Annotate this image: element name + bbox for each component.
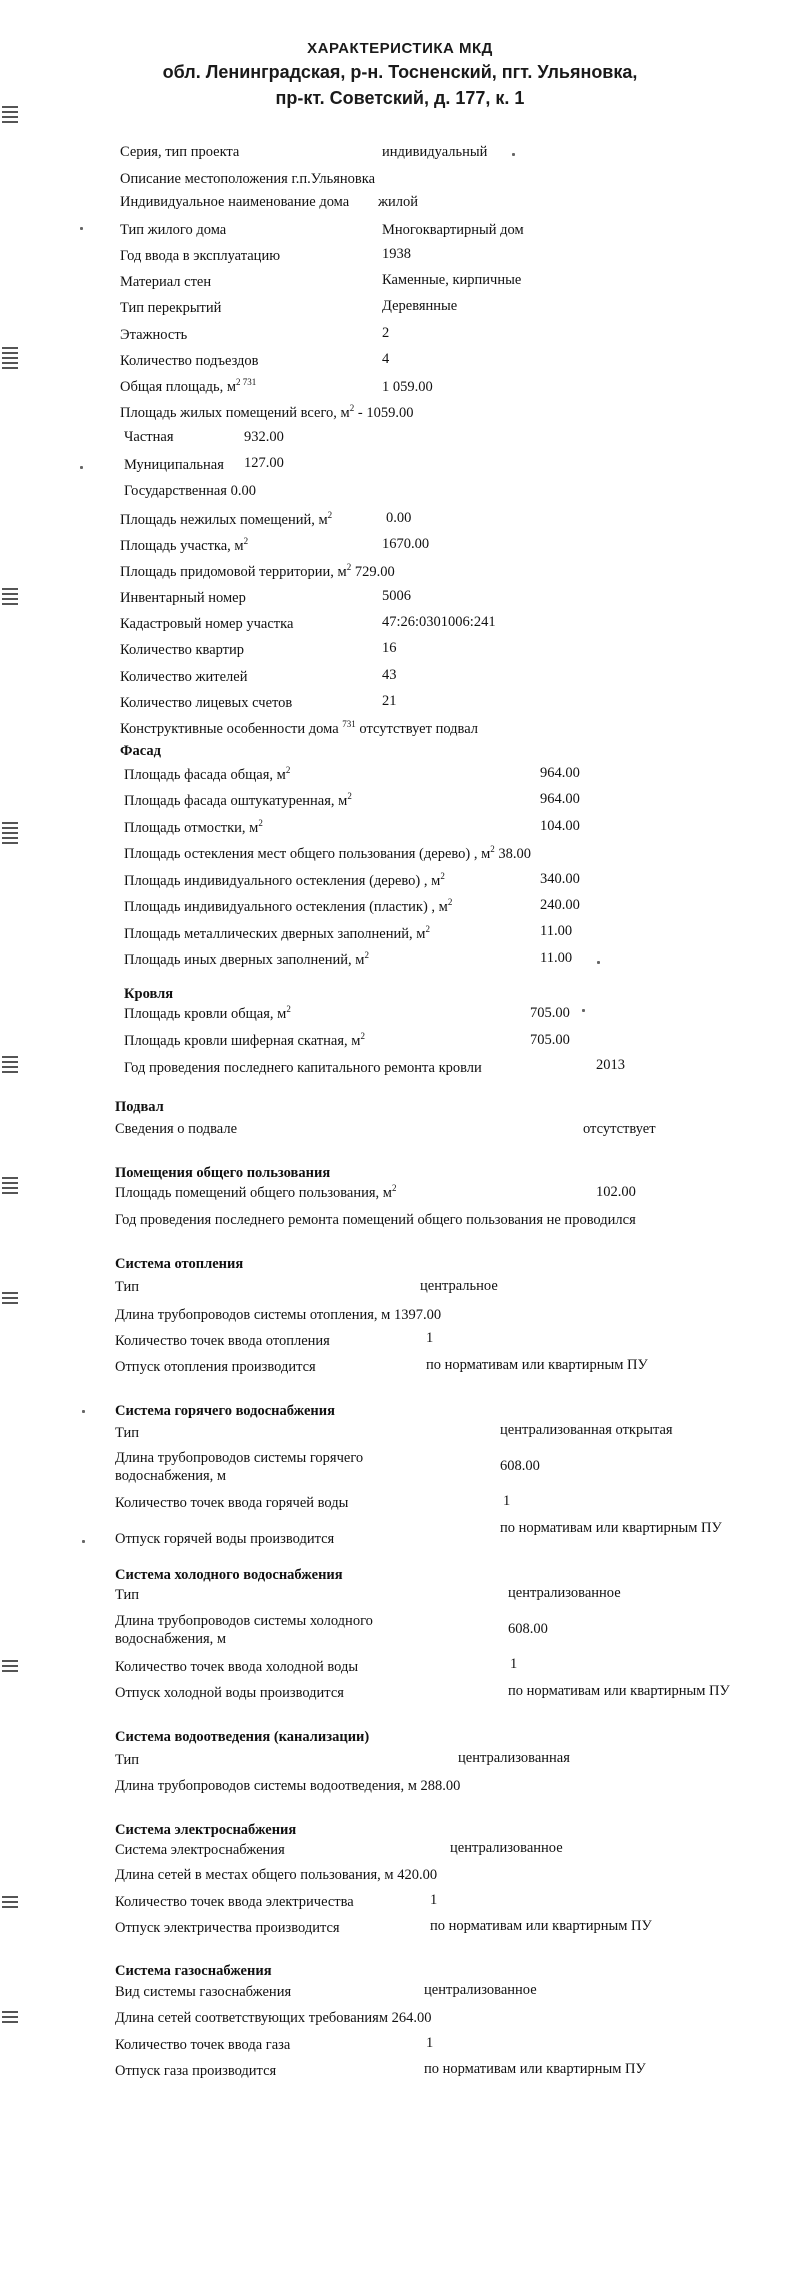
- roof-title: Кровля: [124, 986, 174, 1002]
- address-line-1: обл. Ленинградская, р-н. Тосненский, пгт. Ульяновка,: [162, 62, 638, 82]
- cold-water-points-label: Количество точек ввода холодной воды: [115, 1659, 359, 1675]
- nonliving-label: Площадь нежилых помещений, $м^2$: [120, 510, 333, 528]
- scan-mark: [2, 1660, 18, 1675]
- plot-value: 1670.00: [382, 536, 430, 552]
- facade-total-value: 964.00: [540, 765, 580, 781]
- electric-points-value: 1: [430, 1892, 438, 1908]
- hot-water-points-value: 1: [503, 1493, 511, 1509]
- roof-total-value: 705.00: [530, 1005, 570, 1021]
- gas-type-label: Вид системы газоснабжения: [115, 1984, 292, 2000]
- scan-mark: [2, 1292, 18, 1307]
- series-value: индивидуальный: [382, 144, 488, 160]
- year-label: Год ввода в эксплуатацию: [120, 248, 281, 264]
- facade-plastered-value: 964.00: [540, 791, 580, 807]
- house-type-value: Многоквартирный дом: [382, 222, 524, 238]
- gas-length-label: Длина сетей соответствующих требованиям 264.00: [115, 2010, 432, 2026]
- scan-mark: [2, 822, 18, 847]
- gas-supply-value: по нормативам или квартирным ПУ: [424, 2061, 646, 2077]
- cadastral-value: 47:26:0301006:241: [382, 614, 496, 630]
- scan-mark: [2, 1896, 18, 1911]
- state-label: Государственная 0.00: [124, 483, 256, 499]
- municipal-label: Муниципальная: [124, 457, 224, 473]
- scan-dot: [80, 466, 83, 469]
- cold-water-type-value: централизованное: [508, 1585, 621, 1601]
- residents-label: Количество жителей: [120, 669, 248, 685]
- common-area-label: Площадь помещений общего пользования, $м^2$: [115, 1183, 397, 1201]
- glazing-ind-plastic-value: 240.00: [540, 897, 580, 913]
- year-value: 1938: [382, 246, 411, 262]
- inventory-value: 5006: [382, 588, 411, 604]
- other-doors-value: 11.00: [540, 950, 573, 966]
- scan-mark: [2, 2011, 18, 2026]
- hot-water-type-label: Тип: [115, 1425, 140, 1441]
- walls-value: Каменные, кирпичные: [382, 272, 522, 288]
- hot-water-supply-label: Отпуск горячей воды производится: [115, 1531, 335, 1547]
- apartments-label: Количество квартир: [120, 642, 245, 658]
- heating-points-value: 1: [426, 1330, 434, 1346]
- private-label: Частная: [124, 429, 174, 445]
- roof-slate-value: 705.00: [530, 1032, 570, 1048]
- roof-slate-label: Площадь кровли шиферная скатная, $м^2$: [124, 1031, 365, 1049]
- address-line-2: пр-кт. Советский, д. 177, к. 1: [275, 88, 525, 108]
- heating-length-label: Длина трубопроводов системы отопления, м 1397.00: [115, 1307, 442, 1323]
- scan-mark: [2, 347, 18, 372]
- glazing-ind-wood-label: Площадь индивидуального остекления (дерево) , $м^2$: [124, 871, 445, 889]
- name-label: Индивидуальное наименование дома: [120, 194, 350, 210]
- scan-dot: [512, 153, 515, 156]
- scan-mark: [2, 1056, 18, 1076]
- living-area-label: Площадь жилых помещений всего, $м^2 - 1059.00$: [120, 403, 414, 421]
- scan-dot: [82, 1540, 85, 1543]
- cold-water-supply-label: Отпуск холодной воды производится: [115, 1685, 344, 1701]
- municipal-value: 127.00: [244, 455, 284, 471]
- cold-water-title: Система холодного водоснабжения: [115, 1567, 343, 1583]
- scan-mark: [2, 588, 18, 608]
- gas-supply-label: Отпуск газа производится: [115, 2063, 277, 2079]
- glazing-ind-plastic-label: Площадь индивидуального остекления (пластик) , $м^2$: [124, 897, 453, 915]
- cadastral-label: Кадастровый номер участка: [120, 616, 294, 632]
- total-area-label: Общая площадь, $м^{2 731}$: [120, 377, 257, 395]
- electric-title: Система электроснабжения: [115, 1822, 297, 1838]
- sewer-length-label: Длина трубопроводов системы водоотведения, м 288.00: [115, 1778, 461, 1794]
- metal-doors-value: 11.00: [540, 923, 573, 939]
- scan-dot: [597, 961, 600, 964]
- electric-supply-value: по нормативам или квартирным ПУ: [430, 1918, 652, 1934]
- location-label: Описание местоположения г.п.Ульяновка: [120, 171, 376, 187]
- scan-mark: [2, 1177, 18, 1197]
- hot-water-points-label: Количество точек ввода горячей воды: [115, 1495, 349, 1511]
- floors-type-label: Тип перекрытий: [120, 300, 222, 316]
- facade-title: Фасад: [120, 743, 161, 759]
- hot-water-type-value: централизованная открытая: [500, 1422, 673, 1438]
- cold-water-points-value: 1: [510, 1656, 518, 1672]
- roof-total-label: Площадь кровли общая, $м^2$: [124, 1004, 291, 1022]
- basement-info-label: Сведения о подвале: [115, 1121, 238, 1137]
- common-repair-label: Год проведения последнего ремонта помещений общего пользования не проводился: [115, 1212, 636, 1228]
- cold-water-supply-value: по нормативам или квартирным ПУ: [508, 1683, 730, 1699]
- other-doors-label: Площадь иных дверных заполнений, $м^2$: [124, 950, 369, 968]
- entrances-value: 4: [382, 351, 390, 367]
- scan-dot: [82, 1410, 85, 1413]
- scan-mark: [2, 106, 18, 126]
- storeys-value: 2: [382, 325, 390, 341]
- cold-water-length-value: 608.00: [508, 1621, 548, 1637]
- apartments-value: 16: [382, 640, 397, 656]
- features-label: Конструктивные особенности дома $^{731}$ отсутствует подвал: [120, 719, 478, 737]
- common-area-value: 102.00: [596, 1184, 636, 1200]
- gas-points-value: 1: [426, 2035, 434, 2051]
- entrances-label: Количество подъездов: [120, 353, 259, 369]
- heating-title: Система отопления: [115, 1256, 244, 1272]
- glazing-common-label: Площадь остекления мест общего пользования (дерево) , $м^2$ 38.00: [124, 844, 532, 862]
- hot-water-supply-value: по нормативам или квартирным ПУ: [500, 1520, 722, 1536]
- electric-points-label: Количество точек ввода электричества: [115, 1894, 354, 1910]
- roof-repair-value: 2013: [596, 1057, 625, 1073]
- name-value: жилой: [378, 194, 419, 210]
- inventory-label: Инвентарный номер: [120, 590, 246, 606]
- nonliving-value: 0.00: [386, 510, 412, 526]
- series-label: Серия, тип проекта: [120, 144, 240, 160]
- facade-total-label: Площадь фасада общая, $м^2$: [124, 765, 291, 783]
- electric-length-label: Длина сетей в местах общего пользования, м 420.00: [115, 1867, 438, 1883]
- blind-area-label: Площадь отмостки, $м^2$: [124, 818, 263, 836]
- total-area-value: 1 059.00: [382, 379, 433, 395]
- document-title: ХАРАКТЕРИСТИКА МКД: [307, 40, 493, 57]
- roof-repair-label: Год проведения последнего капитального ремонта кровли: [124, 1060, 482, 1076]
- accounts-value: 21: [382, 693, 397, 709]
- hot-water-length-label: Длина трубопроводов системы горячего водоснабжения, м: [115, 1450, 364, 1484]
- private-value: 932.00: [244, 429, 284, 445]
- gas-title: Система газоснабжения: [115, 1963, 272, 1979]
- electric-type-value: централизованное: [450, 1840, 563, 1856]
- sewer-type-value: централизованная: [458, 1750, 570, 1766]
- accounts-label: Количество лицевых счетов: [120, 695, 293, 711]
- electric-supply-label: Отпуск электричества производится: [115, 1920, 340, 1936]
- scan-dot: [582, 1009, 585, 1012]
- heating-type-label: Тип: [115, 1279, 140, 1295]
- gas-points-label: Количество точек ввода газа: [115, 2037, 291, 2053]
- floors-type-value: Деревянные: [382, 298, 458, 314]
- sewer-type-label: Тип: [115, 1752, 140, 1768]
- walls-label: Материал стен: [120, 274, 212, 290]
- blind-area-value: 104.00: [540, 818, 580, 834]
- facade-plastered-label: Площадь фасада оштукатуренная, $м^2$: [124, 791, 352, 809]
- glazing-ind-wood-value: 340.00: [540, 871, 580, 887]
- heating-type-value: центральное: [420, 1278, 498, 1294]
- basement-info-value: отсутствует: [583, 1121, 656, 1137]
- electric-type-label: Система электроснабжения: [115, 1842, 285, 1858]
- heating-points-label: Количество точек ввода отопления: [115, 1333, 330, 1349]
- gas-type-value: централизованное: [424, 1982, 537, 1998]
- basement-title: Подвал: [115, 1099, 164, 1115]
- heating-supply-label: Отпуск отопления производится: [115, 1359, 316, 1375]
- plot-label: Площадь участка, $м^2$: [120, 536, 249, 554]
- cold-water-type-label: Тип: [115, 1587, 140, 1603]
- common-title: Помещения общего пользования: [115, 1165, 331, 1181]
- heating-supply-value: по нормативам или квартирным ПУ: [426, 1357, 648, 1373]
- adjacent-label: Площадь придомовой территории, $м^2$ 729.00: [120, 562, 395, 580]
- cold-water-length-label: Длина трубопроводов системы холодного водоснабжения, м: [115, 1613, 373, 1647]
- sewer-title: Система водоотведения (канализации): [115, 1729, 370, 1745]
- house-type-label: Тип жилого дома: [120, 222, 227, 238]
- storeys-label: Этажность: [120, 327, 188, 343]
- hot-water-title: Система горячего водоснабжения: [115, 1403, 335, 1419]
- metal-doors-label: Площадь металлических дверных заполнений, $м^2$: [124, 924, 430, 942]
- hot-water-length-value: 608.00: [500, 1458, 540, 1474]
- residents-value: 43: [382, 667, 397, 683]
- scan-dot: [80, 227, 83, 230]
